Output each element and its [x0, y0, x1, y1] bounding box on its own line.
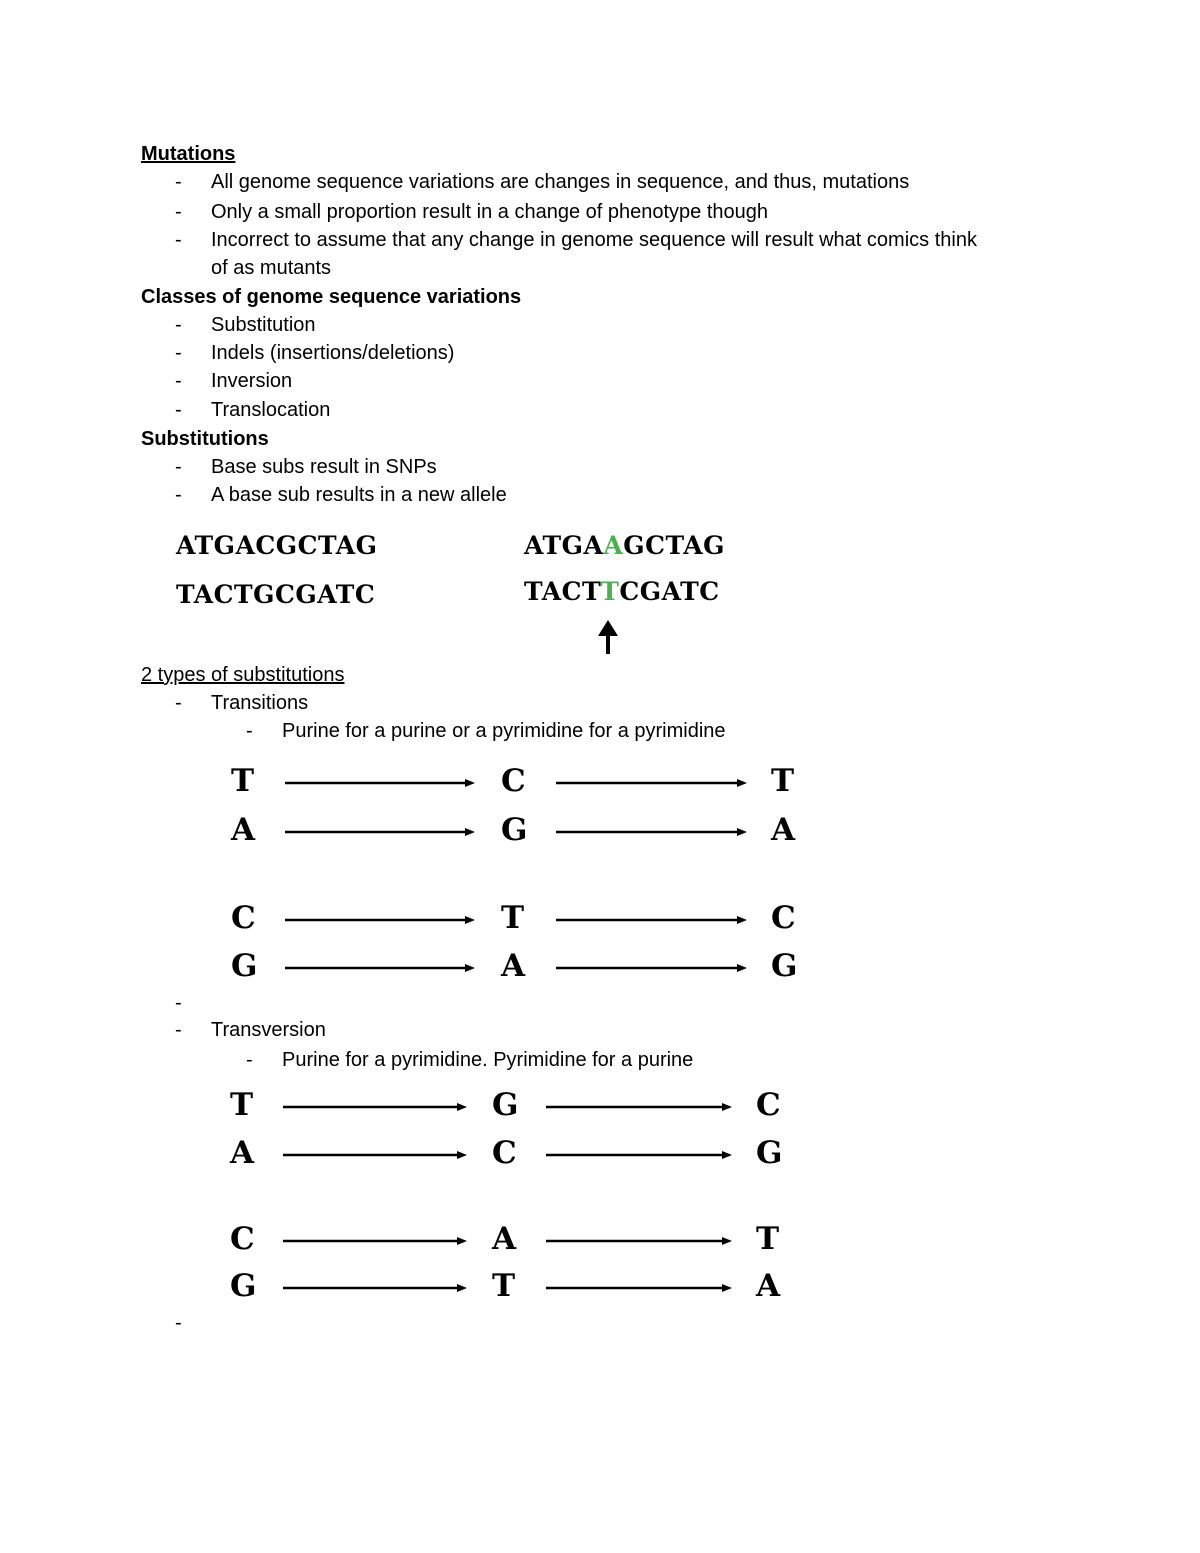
classes-heading: Classes of genome sequence variations — [141, 286, 522, 308]
transversion-base-4-2: T — [492, 1268, 516, 1304]
transition-base-3-2: T — [501, 900, 525, 936]
transversion-label: Transversion — [211, 1019, 326, 1041]
substitutions-item-1: Base subs result in SNPs — [211, 456, 437, 478]
mutations-item-1: All genome sequence variations are changes in sequence, and thus, mutations — [211, 171, 910, 193]
bullet-dash: - — [175, 1019, 182, 1041]
transition-arrowhead-3-2 — [737, 916, 747, 924]
bullet-dash: - — [175, 370, 182, 392]
transitions-description: Purine for a purine or a pyrimidine for a pyrimidine — [282, 720, 726, 742]
transition-base-4-3: G — [771, 948, 798, 984]
transversion-arrowhead-3-2 — [722, 1237, 732, 1245]
mutations-item-3-cont: of as mutants — [211, 257, 332, 279]
transversion-base-1-1: T — [230, 1087, 254, 1123]
transversion-arrowhead-1-1 — [457, 1103, 467, 1111]
bullet-dash: - — [246, 720, 253, 742]
transition-base-2-1: A — [231, 812, 256, 848]
bullet-dash: - — [175, 201, 182, 223]
transversion-base-4-3: A — [756, 1268, 781, 1304]
bullet-dash: - — [175, 342, 182, 364]
sequence-prefix: TACT — [524, 577, 601, 606]
transition-arrowhead-4-1 — [465, 964, 475, 972]
changed-base: A — [603, 531, 624, 560]
transversion-base-3-1: C — [230, 1221, 255, 1257]
transition-base-2-2: G — [501, 812, 528, 848]
transition-base-2-3: A — [771, 812, 796, 848]
transversion-arrowhead-4-2 — [722, 1284, 732, 1292]
classes-item-3: Inversion — [211, 370, 293, 392]
mutations-item-3: Incorrect to assume that any change in genome sequence will result what comics think — [211, 229, 977, 251]
transition-arrowhead-2-2 — [737, 828, 747, 836]
types-heading: 2 types of substitutions — [141, 664, 345, 686]
transition-base-1-1: T — [231, 763, 255, 799]
transversion-arrowhead-1-2 — [722, 1103, 732, 1111]
transition-arrowhead-3-1 — [465, 916, 475, 924]
transversion-base-1-2: G — [492, 1087, 519, 1123]
original-sequence-bottom: TACTGCGATC — [176, 580, 376, 609]
transversion-base-3-3: T — [756, 1221, 780, 1257]
transversion-base-3-2: A — [492, 1221, 517, 1257]
mutations-item-2: Only a small proportion result in a change of phenotype though — [211, 201, 769, 223]
transition-arrowhead-1-2 — [737, 779, 747, 787]
classes-item-2: Indels (insertions/deletions) — [211, 342, 455, 364]
transition-base-4-1: G — [231, 948, 258, 984]
bullet-dash: - — [175, 484, 182, 506]
transversion-arrowhead-3-1 — [457, 1237, 467, 1245]
transversion-description: Purine for a pyrimidine. Pyrimidine for a purine — [282, 1049, 694, 1071]
transition-base-3-1: C — [231, 900, 256, 936]
transversion-base-2-1: A — [230, 1135, 255, 1171]
substitutions-item-2: A base sub results in a new allele — [211, 484, 507, 506]
transversion-arrowhead-2-1 — [457, 1151, 467, 1159]
transition-arrowhead-4-2 — [737, 964, 747, 972]
bullet-dash: - — [175, 399, 182, 421]
transversion-base-1-3: C — [756, 1087, 781, 1123]
transition-base-1-2: C — [501, 763, 526, 799]
bullet-dash: - — [175, 456, 182, 478]
changed-base: T — [600, 577, 620, 606]
substitutions-heading: Substitutions — [141, 428, 269, 450]
transition-base-4-2: A — [501, 948, 526, 984]
classes-item-4: Translocation — [211, 399, 331, 421]
transversion-base-2-3: G — [756, 1135, 783, 1171]
transversion-arrowhead-2-2 — [722, 1151, 732, 1159]
mutations-heading: Mutations — [141, 143, 236, 165]
transversion-base-4-1: G — [230, 1268, 257, 1304]
transversion-base-2-2: C — [492, 1135, 517, 1171]
original-sequence-top: ATGACGCTAG — [176, 531, 378, 560]
transition-base-1-3: T — [771, 763, 795, 799]
sequence-prefix: ATGA — [524, 531, 604, 560]
bullet-dash: - — [175, 1312, 182, 1334]
bullet-dash: - — [175, 692, 182, 714]
bullet-dash: - — [175, 314, 182, 336]
bullet-dash: - — [175, 992, 182, 1014]
transitions-label: Transitions — [211, 692, 309, 714]
bullet-dash: - — [175, 229, 182, 251]
transversion-arrowhead-4-1 — [457, 1284, 467, 1292]
sequence-suffix: GCTAG — [623, 531, 726, 560]
transition-arrowhead-1-1 — [465, 779, 475, 787]
transition-base-3-3: C — [771, 900, 796, 936]
transition-arrowhead-2-1 — [465, 828, 475, 836]
classes-item-1: Substitution — [211, 314, 316, 336]
bullet-dash: - — [175, 171, 182, 193]
sequence-suffix: CGATC — [619, 577, 720, 606]
bullet-dash: - — [246, 1049, 253, 1071]
